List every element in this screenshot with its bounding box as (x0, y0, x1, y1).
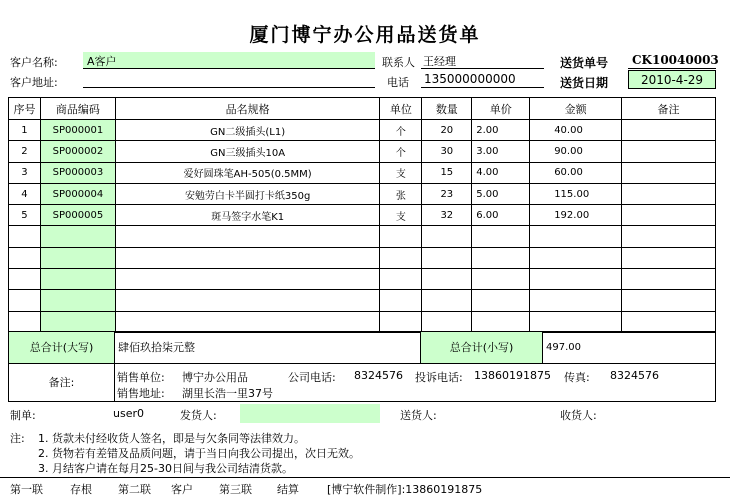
table-cell[interactable] (115, 311, 380, 332)
table-cell[interactable] (115, 247, 380, 268)
table-cell[interactable]: 2.00 (472, 120, 530, 141)
table-cell[interactable]: 15 (422, 162, 472, 183)
table-cell[interactable] (380, 226, 422, 247)
order-no-field[interactable]: CK10040003 (628, 52, 716, 69)
col-header: 单位 (380, 98, 422, 120)
table-cell[interactable]: 支 (380, 205, 422, 226)
table-cell[interactable]: 安勉劳白卡半圆打卡纸350g (115, 183, 380, 204)
table-cell[interactable] (472, 290, 530, 311)
software-credit: [博宁软件制作]:13860191875 (327, 483, 483, 496)
fax-label: 传真: (564, 371, 590, 384)
copy3-label: 第三联 (219, 483, 252, 496)
table-cell[interactable] (622, 290, 716, 311)
table-cell[interactable] (422, 311, 472, 332)
table-cell[interactable]: 60.00 (530, 162, 622, 183)
table-cell[interactable] (530, 269, 622, 290)
table-cell[interactable] (622, 183, 716, 204)
document-title: 厦门博宁办公用品送货单 (249, 24, 481, 46)
table-cell[interactable] (40, 269, 115, 290)
remarks-label: 备注: (48, 376, 75, 389)
table-cell[interactable] (40, 226, 115, 247)
table-cell[interactable] (622, 162, 716, 183)
total-lower-value-cell (542, 331, 716, 364)
table-cell[interactable] (40, 290, 115, 311)
col-header: 单价 (472, 98, 530, 120)
table-cell[interactable] (115, 226, 380, 247)
sales-unit-label: 销售单位: (117, 371, 165, 384)
note-item: 3. 月结客户请在每月25-30日间与我公司结清货款。 (38, 462, 293, 475)
table-cell[interactable]: 个 (380, 141, 422, 162)
table-cell[interactable] (622, 141, 716, 162)
col-header: 品名规格 (115, 98, 380, 120)
table-cell[interactable] (380, 290, 422, 311)
table-cell[interactable] (622, 269, 716, 290)
items-table (8, 97, 716, 333)
table-cell: 3 (9, 162, 41, 183)
phone-field[interactable]: 135000000000 (421, 71, 544, 88)
table-cell (9, 247, 41, 268)
phone-label: 电话 (387, 76, 409, 89)
table-row (9, 247, 716, 268)
table-cell[interactable] (530, 226, 622, 247)
date-field[interactable]: 2010-4-29 (628, 70, 716, 89)
table-cell[interactable] (472, 247, 530, 268)
sender-label: 发货人: (180, 409, 217, 422)
table-cell[interactable]: GN二级插头(L1) (115, 120, 380, 141)
table-cell[interactable]: 90.00 (530, 141, 622, 162)
sales-addr-label: 销售地址: (117, 387, 165, 400)
copy1-name: 存根 (70, 483, 92, 496)
date-label: 送货日期 (560, 76, 609, 90)
table-cell[interactable] (422, 290, 472, 311)
table-cell[interactable]: 3.00 (472, 141, 530, 162)
table-cell[interactable] (622, 205, 716, 226)
table-row (9, 269, 716, 290)
footer-divider (0, 477, 730, 478)
table-cell[interactable]: 20 (422, 120, 472, 141)
col-header: 序号 (9, 98, 41, 120)
table-cell[interactable] (380, 311, 422, 332)
table-cell[interactable]: 斑马签字水笔K1 (115, 205, 380, 226)
table-cell[interactable]: 115.00 (530, 183, 622, 204)
table-cell (9, 290, 41, 311)
table-header-row (9, 98, 716, 120)
table-cell: 2 (9, 141, 41, 162)
total-upper-value: 肆佰玖拾柒元整 (118, 341, 195, 354)
table-cell[interactable] (530, 290, 622, 311)
maker-value: user0 (113, 407, 144, 420)
table-cell[interactable]: 个 (380, 120, 422, 141)
table-cell[interactable] (530, 311, 622, 332)
total-lower-value: 497.00 (546, 342, 581, 353)
table-cell[interactable]: SP000003 (40, 162, 115, 183)
sender-field[interactable] (240, 404, 380, 423)
table-cell[interactable]: GN三级插头10A (115, 141, 380, 162)
customer-addr-label: 客户地址: (10, 76, 58, 89)
receiver-label: 收货人: (560, 409, 597, 422)
table-row (9, 141, 716, 162)
table-cell[interactable] (422, 269, 472, 290)
table-cell[interactable]: 支 (380, 162, 422, 183)
table-cell[interactable] (422, 247, 472, 268)
customer-addr-field[interactable] (83, 71, 375, 88)
contact-label: 联系人 (382, 56, 415, 69)
note-item: 1. 货款未付经收货人签名，即是与欠条同等法律效力。 (38, 432, 305, 445)
table-cell[interactable] (472, 269, 530, 290)
deliverer-label: 送货人: (400, 409, 437, 422)
total-lower-label: 总合计(小写) (449, 341, 514, 354)
company-phone: 8324576 (354, 369, 403, 382)
sales-addr: 湖里长浩一里37号 (182, 387, 273, 400)
table-cell[interactable]: 30 (422, 141, 472, 162)
table-cell: 1 (9, 120, 41, 141)
table-cell[interactable]: 爱好圆珠笔AH-505(0.5MM) (115, 162, 380, 183)
table-cell[interactable] (622, 120, 716, 141)
table-cell[interactable]: 张 (380, 183, 422, 204)
table-cell[interactable] (530, 247, 622, 268)
table-row (9, 183, 716, 204)
table-cell[interactable] (472, 311, 530, 332)
total-upper-label: 总合计(大写) (29, 341, 94, 354)
table-cell[interactable] (380, 269, 422, 290)
customer-name-label: 客户名称: (10, 56, 58, 69)
copy3-name: 结算 (277, 483, 299, 496)
table-cell[interactable]: 4.00 (472, 162, 530, 183)
sales-unit: 博宁办公用品 (182, 371, 248, 384)
fax: 8324576 (610, 369, 659, 382)
col-header: 数量 (422, 98, 472, 120)
table-row (9, 311, 716, 332)
table-cell[interactable]: 32 (422, 205, 472, 226)
table-cell[interactable] (622, 247, 716, 268)
col-header: 金额 (530, 98, 622, 120)
table-cell[interactable] (622, 226, 716, 247)
contact-field[interactable]: 王经理 (421, 52, 544, 69)
table-row (9, 162, 716, 183)
table-cell[interactable]: SP000005 (40, 205, 115, 226)
table-row (9, 226, 716, 247)
table-cell[interactable]: SP000001 (40, 120, 115, 141)
complaint-phone: 13860191875 (474, 369, 551, 382)
copy1-label: 第一联 (10, 483, 43, 496)
table-cell[interactable] (622, 311, 716, 332)
customer-name-field[interactable]: A客户 (83, 52, 375, 69)
col-header: 备注 (622, 98, 716, 120)
table-cell (9, 311, 41, 332)
table-row (9, 205, 716, 226)
table-cell[interactable] (422, 226, 472, 247)
note-item: 2. 货物若有差错及品质问题，请于当日向我公司提出，次日无效。 (38, 447, 360, 460)
copy2-name: 客户 (171, 483, 193, 496)
complaint-phone-label: 投诉电话: (415, 371, 463, 384)
table-cell: 4 (9, 183, 41, 204)
table-cell[interactable] (115, 290, 380, 311)
total-lower-label-cell (420, 331, 543, 364)
table-cell[interactable] (40, 311, 115, 332)
table-cell[interactable] (115, 269, 380, 290)
table-cell[interactable]: 6.00 (472, 205, 530, 226)
table-row (9, 290, 716, 311)
table-cell (9, 226, 41, 247)
col-header: 商品编码 (40, 98, 115, 120)
total-upper-label-cell (8, 331, 115, 364)
table-cell[interactable]: 23 (422, 183, 472, 204)
remarks-label-cell (8, 363, 115, 402)
table-row (9, 120, 716, 141)
table-cell[interactable]: 5.00 (472, 183, 530, 204)
table-cell[interactable] (380, 247, 422, 268)
table-cell[interactable] (40, 247, 115, 268)
table-cell[interactable]: SP000004 (40, 183, 115, 204)
total-upper-value-cell (114, 331, 421, 364)
table-cell[interactable]: SP000002 (40, 141, 115, 162)
table-cell[interactable]: 40.00 (530, 120, 622, 141)
copy2-label: 第二联 (118, 483, 151, 496)
company-phone-label: 公司电话: (288, 371, 336, 384)
table-cell[interactable] (472, 226, 530, 247)
table-cell: 5 (9, 205, 41, 226)
table-cell[interactable]: 192.00 (530, 205, 622, 226)
table-cell (9, 269, 41, 290)
maker-label: 制单: (10, 409, 36, 422)
notes-prefix: 注: (10, 432, 25, 445)
order-no-label: 送货单号 (560, 56, 609, 70)
